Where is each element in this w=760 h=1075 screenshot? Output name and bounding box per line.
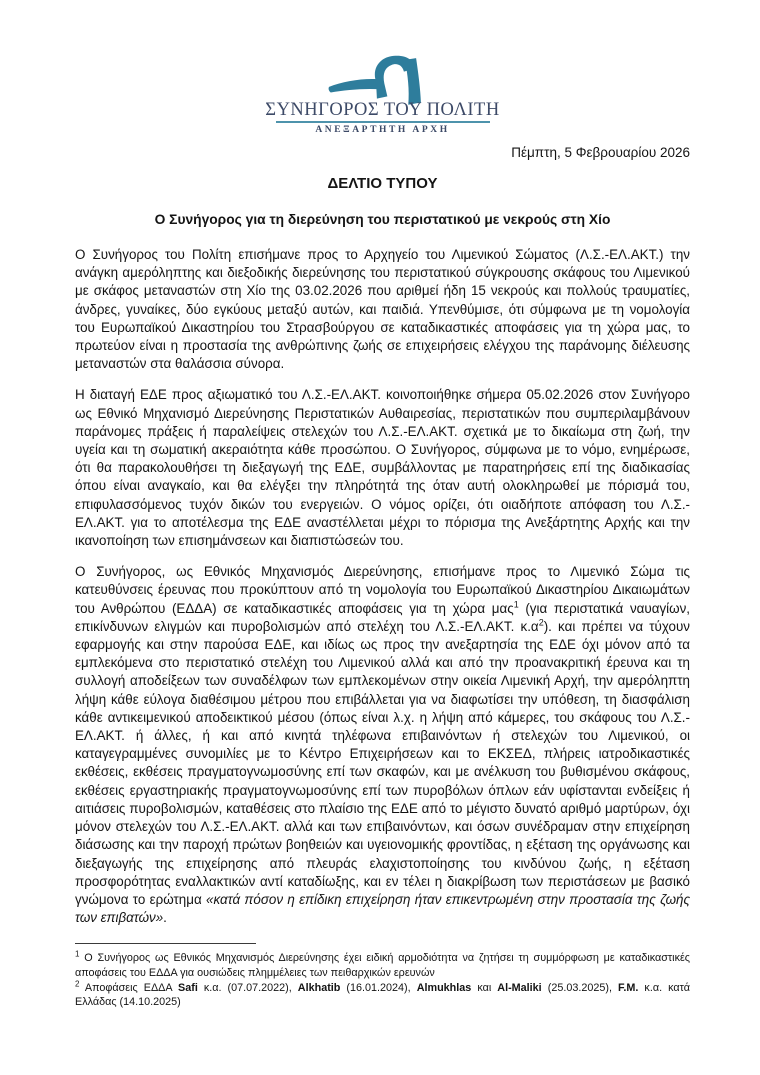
quoted-question: «κατά πόσον η επίδικη επιχείρηση ήταν επικεντρωμένη στην προστασία της ζωής των επιβατών» [75,891,690,926]
footnote-2-text: Αποφάσεις ΕΔΔΑ [79,981,179,994]
footnote-2-text: κ.α. κατά Ελλάδας (14.10.2025) [75,981,690,1009]
case-name-fm: F.M. [617,981,639,994]
footnote-2-marker: 2 [75,978,80,988]
paragraph-3 [75,563,690,927]
logo [75,52,690,135]
footnote-2-text: και [471,981,498,994]
footnote-1 [75,951,690,980]
document-subtitle: Ο Συνήγορος για τη διερεύνηση του περιστατικού με νεκρούς στη Χίο [154,212,611,227]
footnote-2-text: κ.α. (07.07.2022), [197,981,298,994]
paragraph-3-text: (για περιστατικά ναυαγίων, επικίνδυνων ελιγμών και πυροβολισμών από στελέχη του Λ.Σ.-ΕΛ.ΑΚΤ. κ.α [75,600,690,634]
footnote-ref-2: 2 [538,617,544,628]
footnote-2-text: (25.03.2025), [541,981,618,994]
footnote-1-text: Ο Συνήγορος ως Εθνικός Μηχανισμός Διερεύνησης έχει ειδική αρμοδιότητα να ζητήσει τη συμμόρφωση με καταδικαστικές αποφάσεις του ΕΔΔΑ για ουσιώδεις πλημμέλειες των πειθαρχικών ερευνών [75,952,690,979]
footnote-separator [75,943,256,944]
date-line: Πέμπτη, 5 Φεβρουαρίου 2026 [511,145,690,160]
footnote-2 [75,978,690,1010]
paragraph-3-text: . [163,910,167,926]
footnotes-section [75,943,690,1009]
document-title: ΔΕΛΤΙΟ ΤΥΠΟΥ [327,175,438,192]
org-name: ΣΥΝΗΓΟΡΟΣ ΤΟΥ ΠΟΛΙΤΗ [265,100,500,120]
footnote-ref-1: 1 [513,599,519,610]
paragraph-2: Η διαταγή ΕΔΕ προς αξιωματικό του Λ.Σ.-ΕΛ.ΑΚΤ. κοινοποιήθηκε σήμερα 05.02.2026 στον Συνήγορο ως Εθνικό Μηχανισμό Διερεύνησης Περιστατικών Αυθαιρεσίας, περιστατικών που συμπεριλαμβάνουν παράνομες πράξεις ή παραλείψεις στελεχών του Λ.Σ.-ΕΛ.ΑΚΤ. σχετικά με το δικαίωμα στη ζωή, την υγεία και τη σωματική ακεραιότητα κάθε προσώπου. Ο Συνήγορος, σύμφωνα με το νόμο, ενημέρωσε, ότι θα παρακολουθήσει τη διεξαγωγή της ΕΔΕ, συμβάλλοντας με παρατηρήσεις επί της διαδικασίας όπου είναι αναγκαίο, και θα ελέγξει την πληρότητά της όταν αυτή ολοκληρωθεί με πόρισμά του, επιφυλασσόμενος τυχόν δικών του ενεργειών. Ο νόμος ορίζει, ότι οιαδήποτε απόφαση του Λ.Σ.-ΕΛ.ΑΚΤ. για το αποτέλεσμα της ΕΔΕ αναστέλλεται μέχρι το πόρισμα της Ανεξάρτητης Αρχής και την ικανοποίηση των επισημάνσεων και διαπιστώσεών του. [75,387,690,549]
case-name-al-maliki: Al-Maliki [497,981,542,994]
footnote-1-marker: 1 [75,949,80,959]
ombudsman-logo-icon [324,52,442,106]
document-body [75,246,690,927]
case-name-almukhlas: Almukhlas [416,981,472,994]
case-name-alkhatib: Alkhatib [297,981,341,994]
paragraph-3-text: Ο Συνήγορος, ως Εθνικός Μηχανισμός Διερεύνησης, επισήμανε προς το Λιμενικό Σώμα τις κατευθύνσεις έρευνας που προκύπτουν από τη νομολογία του Ευρωπαϊκού Δικαστηρίου Δικαιωμάτων του Ανθρώπου (ΕΔΔΑ) σε καταδικαστικές αποφάσεις για τη χώρα μας [75,564,690,616]
footnote-2-text: (16.01.2024), [340,981,417,994]
logo-divider [276,121,490,123]
case-name-safi: Safi [178,981,198,994]
paragraph-3-text: ). και πρέπει να τύχουν εφαρμογής και στην παρούσα ΕΔΕ, και ιδίως ως προς την ανεξαρτησία της ΕΔΕ όχι μόνον από τα εμπλεκόμενα στο περιστατικό στελέχη του Λιμενικού αλλά και από την προανακριτική έρευνα και τη συλλογή αποδείξεων των συναδέλφων των εμπλεκομένων στην οικεία Λιμενική Αρχή, την αμερόληπτη λήψη κάθε εύλογα διαθέσιμου μέτρου που επιβάλλεται για να διαφωτίσει την υπόθεση, τη διασφάλιση κάθε αντικειμενικού αποδεικτικού μέσου (όπως είναι λ.χ. η λήψη από κάμερες, του σκάφους του Λ.Σ.-ΕΛ.ΑΚΤ. ή άλλες, ή και από κινητά τηλέφωνα επιβαινόντων ή στελεχών του Λιμενικού, οι καταγεγραμμένες συνομιλίες με το Κέντρο Επιχειρήσεων και το ΕΚΣΕΔ, πλήρεις ιατροδικαστικές εκθέσεις, εκθέσεις πραγματογνωμοσύνης επί των σκαφών, και με ανέλκυση του βυθισμένου σκάφους, εκθέσεις εργαστηριακής πραγματογνωμοσύνης επί των πυροβόλων όπλων εάν υφίστανται ενδείξεις ή αιτιάσεις πυροβολισμών, καταθέσεις στο πλαίσιο της ΕΔΕ από το μέγιστο δυνατό αριθμό μαρτύρων, όχι μόνον στελεχών του Λ.Σ.-ΕΛ.ΑΚΤ. αλλά και των επιβαινόντων, και όσων συνέδραμαν στην επιχείρηση διάσωσης και την παροχή πρώτων βοηθειών και υγειονομικής φροντίδας, η εξέταση της οργάνωσης και διεξαγωγής της επιχείρησης από πλευράς ελαχιστοποίησης του κινδύνου ζωής, η εξέταση προσφορότητας εναλλακτικών αντί καταδίωξης, και εν τέλει η διακρίβωση των περιστάσεων με βασικό γνώμονα το ερώτημα [75,618,690,907]
paragraph-1: Ο Συνήγορος του Πολίτη επισήμανε προς το Αρχηγείο του Λιμενικού Σώματος (Λ.Σ.-ΕΛ.ΑΚΤ.) την ανάγκη αμερόληπτης και διεξοδικής διερεύνησης του περιστατικού σύγκρουσης σκάφους του Λιμενικού με σκάφος μεταναστών στη Χίο της 03.02.2026 που αριθμεί ήδη 15 νεκρούς και πολλούς τραυματίες, άνδρες, γυναίκες, δύο εγκύους μεταξύ αυτών, και παιδιά. Υπενθύμισε, ότι σύμφωνα με τη νομολογία του Ευρωπαϊκού Δικαστηρίου του Στρασβούργου σε καταδικαστικές αποφάσεις για τη χώρα μας, το πρωτεύον είναι η προστασία της ανθρώπινης ζωής σε επιχειρήσεις ελέγχου της παράνομης διέλευσης μεταναστών στα θαλάσσια σύνορα. [75,247,690,372]
org-subtitle: ΑΝΕΞΑΡΤΗΤΗ ΑΡΧΗ [315,125,450,135]
